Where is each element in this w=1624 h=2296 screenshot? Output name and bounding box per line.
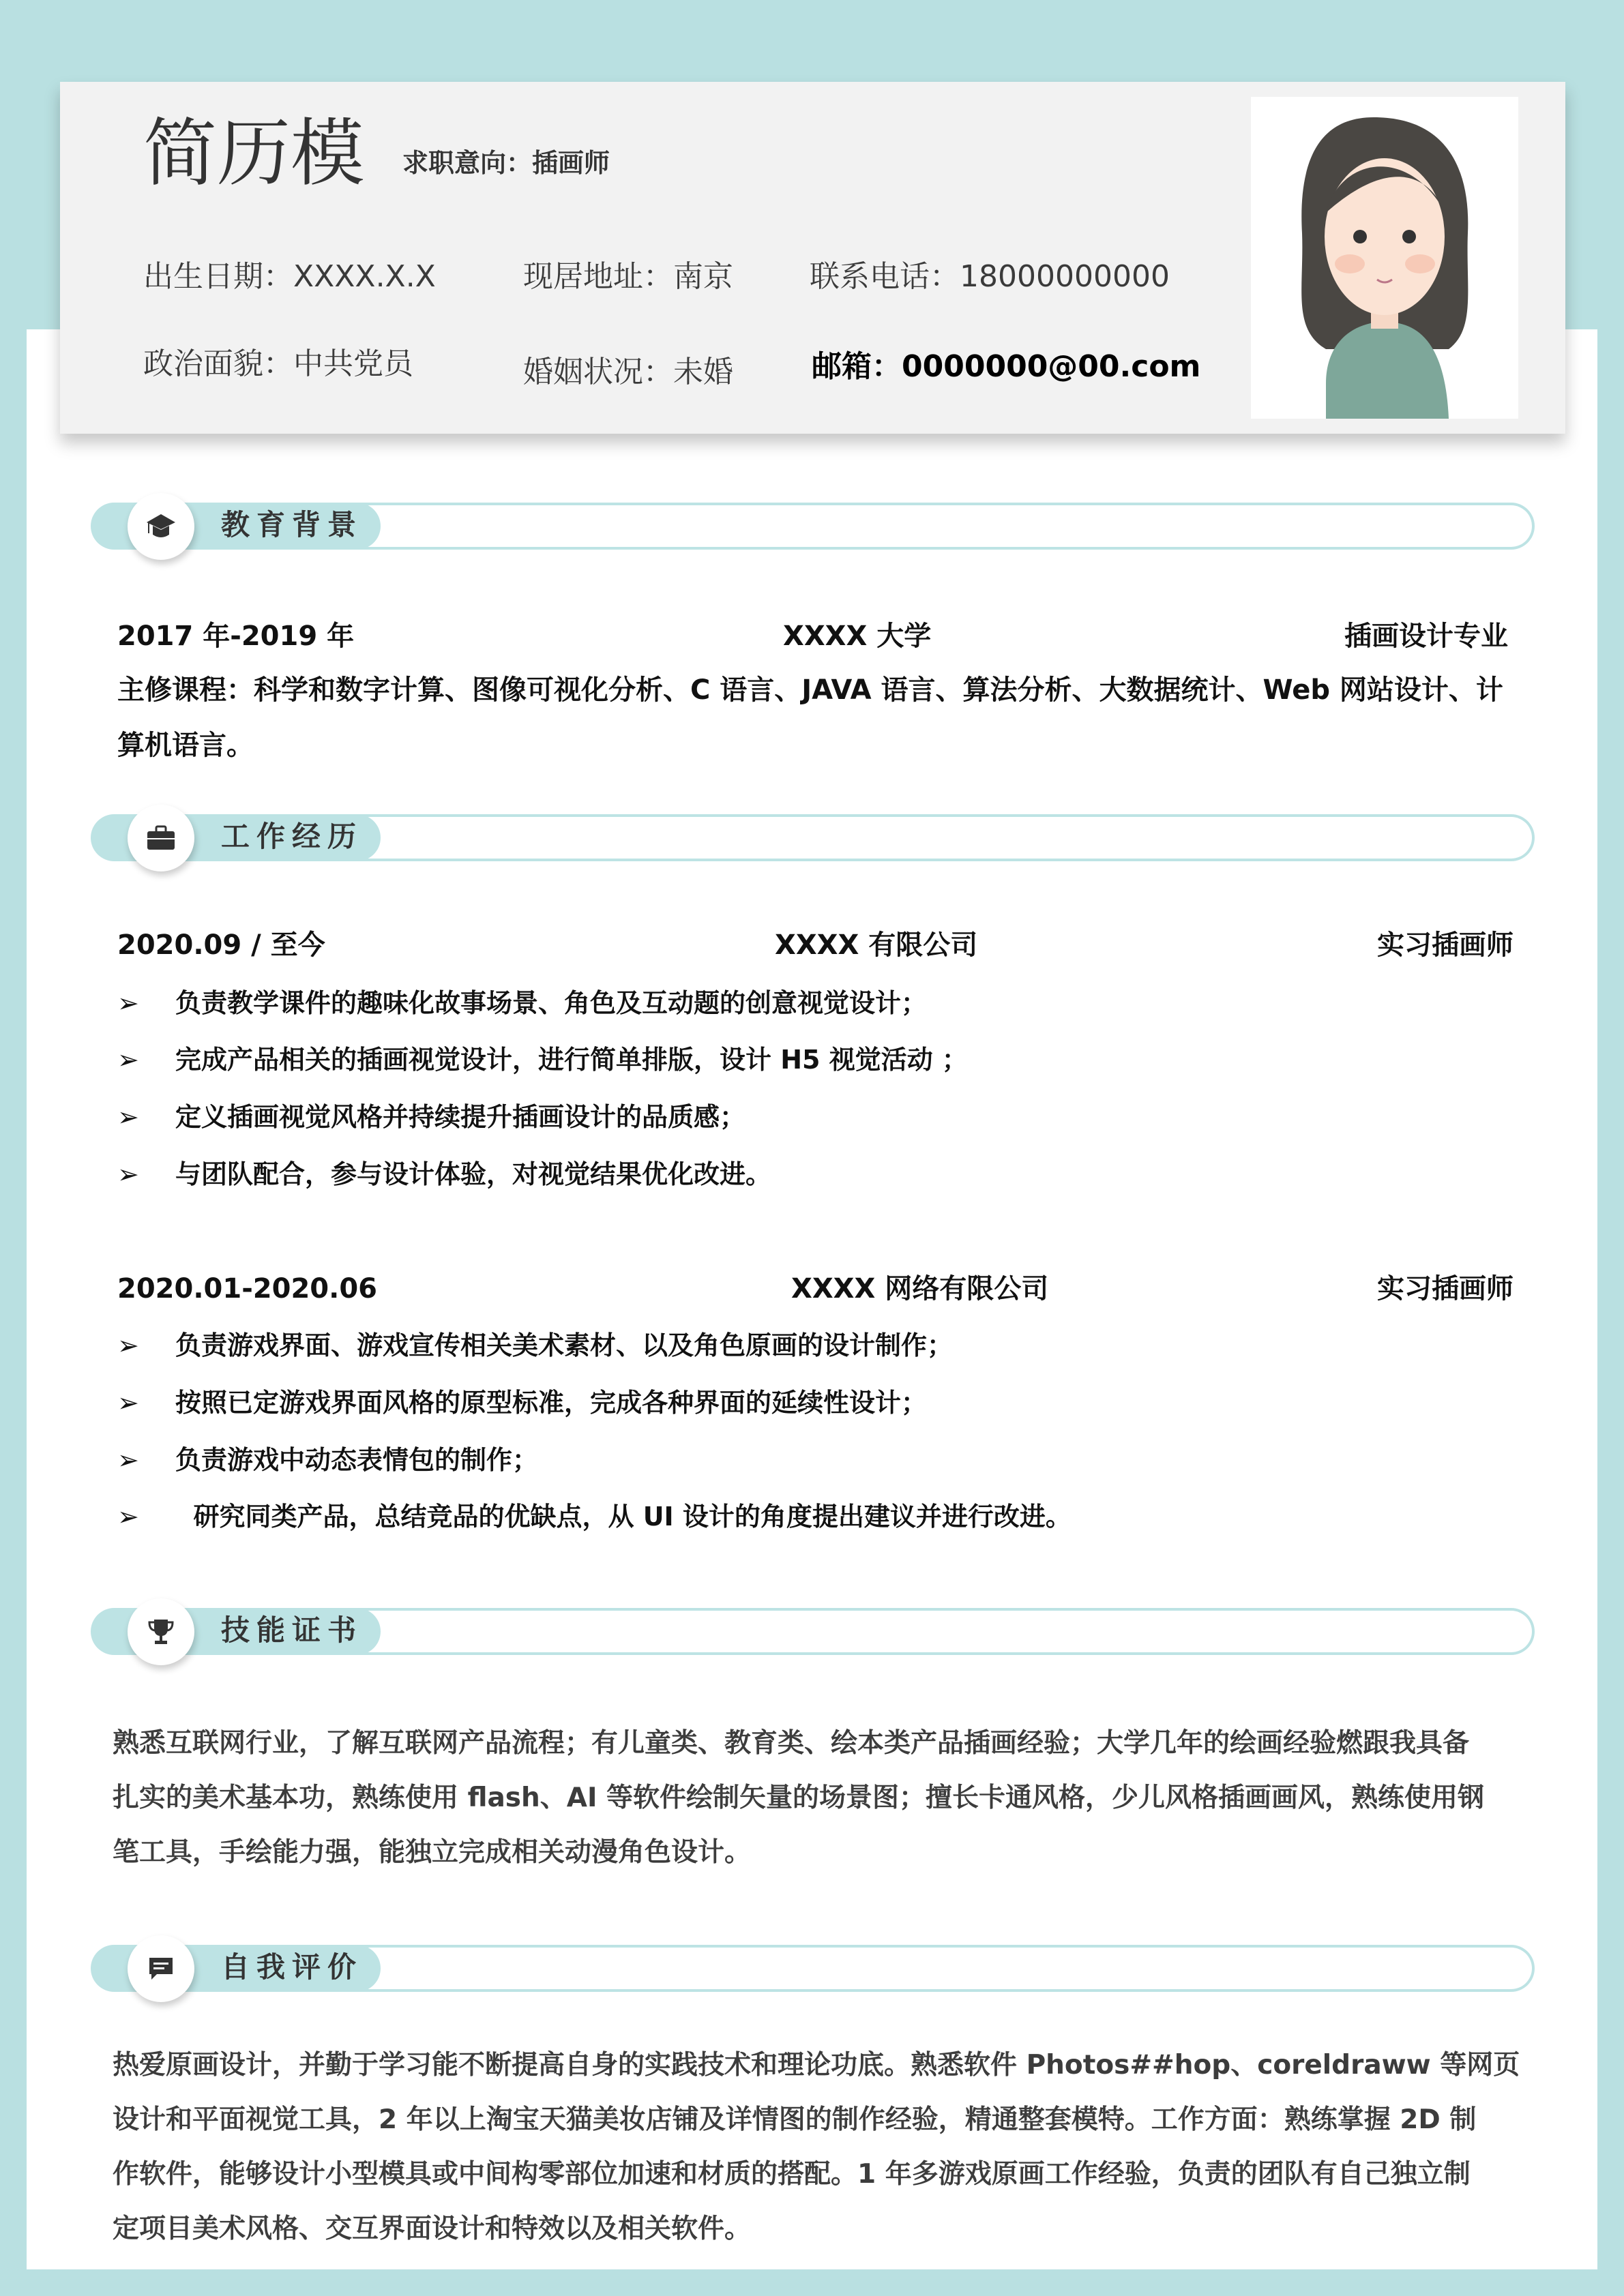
self-line: 设计和平面视觉工具，2 年以上淘宝天猫美妆店铺及详情图的制作经验，精通整套模特。工作方面：熟练掌握 2D 制 bbox=[113, 2104, 1477, 2135]
job-company: XXXX 网络有限公司 bbox=[791, 1273, 1049, 1304]
address: 现居地址：南京 bbox=[523, 259, 733, 294]
job-duty: 负责游戏中动态表情包的制作； bbox=[175, 1445, 539, 1475]
edu-courses-line: 算机语言。 bbox=[117, 730, 254, 761]
bullet-icon: ➢ bbox=[117, 1102, 139, 1132]
section-title: 教育背景 bbox=[221, 508, 364, 541]
marital-status: 婚姻状况：未婚 bbox=[523, 355, 733, 389]
job-duty: 负责教学课件的趣味化故事场景、角色及互动题的创意视觉设计； bbox=[175, 988, 928, 1018]
birth-date: 出生日期：XXXX.X.X bbox=[143, 259, 436, 294]
briefcase-icon bbox=[128, 805, 194, 871]
job-intent: 求职意向：插画师 bbox=[402, 148, 610, 178]
bullet-icon: ➢ bbox=[117, 988, 139, 1018]
edu-courses-line: 主修课程：科学和数字计算、图像可视化分析、C 语言、JAVA 语言、算法分析、大数据统计、Web 网站设计、计 bbox=[117, 674, 1503, 706]
edu-period: 2017 年-2019 年 bbox=[117, 621, 355, 652]
self-line: 热爱原画设计，并勤于学习能不断提高自身的实践技术和理论功底。熟悉软件 Photos##hop、coreldraww 等网页 bbox=[113, 2050, 1520, 2081]
job-role: 实习插画师 bbox=[1377, 1273, 1514, 1304]
edu-major: 插画设计专业 bbox=[1344, 621, 1508, 652]
graduation-cap-icon bbox=[128, 493, 194, 560]
skills-paragraph bbox=[113, 1716, 1511, 1880]
bullet-icon: ➢ bbox=[117, 1045, 139, 1075]
bullet-icon: ➢ bbox=[117, 1445, 139, 1475]
section-header-skills bbox=[91, 1608, 1535, 1655]
section-title: 工作经历 bbox=[221, 820, 364, 853]
self-evaluation-paragraph bbox=[113, 2038, 1520, 2256]
job-duty: 与团队配合，参与设计体验，对视觉结果优化改进。 bbox=[175, 1159, 772, 1189]
section-header-work bbox=[91, 814, 1535, 861]
job-duty: 定义插画视觉风格并持续提升插画设计的品质感； bbox=[175, 1102, 746, 1132]
job-duty: 研究同类产品，总结竞品的优缺点，从 UI 设计的角度提出建议并进行改进。 bbox=[175, 1502, 1072, 1532]
job-period: 2020.01-2020.06 bbox=[117, 1273, 377, 1304]
politics: 政治面貌：中共党员 bbox=[143, 346, 413, 381]
trophy-icon bbox=[128, 1598, 194, 1665]
self-line: 作软件，能够设计小型模具或中间构零部位加速和材质的搭配。1 年多游戏原画工作经验，负责的团队有自己独立制 bbox=[113, 2159, 1471, 2190]
bullet-icon: ➢ bbox=[117, 1388, 139, 1418]
skills-line: 扎实的美术基本功，熟练使用 flash、AI 等软件绘制矢量的场景图；擅长卡通风格，少儿风格插画画风，熟练使用钢 bbox=[113, 1783, 1485, 1813]
phone: 联系电话：18000000000 bbox=[810, 259, 1170, 294]
skills-line: 笔工具，手绘能力强，能独立完成相关动漫角色设计。 bbox=[113, 1837, 752, 1868]
job-duty: 负责游戏界面、游戏宣传相关美术素材、以及角色原画的设计制作； bbox=[175, 1330, 954, 1360]
bullet-icon: ➢ bbox=[117, 1502, 139, 1532]
job-company: XXXX 有限公司 bbox=[775, 929, 978, 961]
section-header-education bbox=[91, 503, 1535, 550]
self-line: 定项目美术风格、交互界面设计和特效以及相关软件。 bbox=[113, 2213, 752, 2244]
section-title: 技能证书 bbox=[221, 1613, 364, 1647]
bullet-icon: ➢ bbox=[117, 1330, 139, 1360]
job-period: 2020.09 / 至今 bbox=[117, 929, 325, 961]
section-header-self-evaluation bbox=[91, 1945, 1535, 1992]
avatar-photo bbox=[1251, 97, 1518, 419]
job-duty: 按照已定游戏界面风格的原型标准，完成各种界面的延续性设计； bbox=[175, 1388, 928, 1418]
chat-bubble-icon bbox=[128, 1935, 194, 2002]
bullet-icon: ➢ bbox=[117, 1159, 139, 1189]
resume-title: 简历模 bbox=[143, 111, 365, 196]
section-title: 自我评价 bbox=[221, 1950, 364, 1984]
job-duty: 完成产品相关的插画视觉设计，进行简单排版，设计 H5 视觉活动 ； bbox=[175, 1045, 968, 1075]
skills-line: 熟悉互联网行业，了解互联网产品流程；有儿童类、教育类、绘本类产品插画经验；大学几年的绘画经验燃跟我具备 bbox=[113, 1728, 1470, 1759]
email: 邮箱：0000000@00.com bbox=[812, 349, 1201, 384]
job-role: 实习插画师 bbox=[1377, 929, 1514, 961]
edu-school: XXXX 大学 bbox=[783, 621, 932, 652]
